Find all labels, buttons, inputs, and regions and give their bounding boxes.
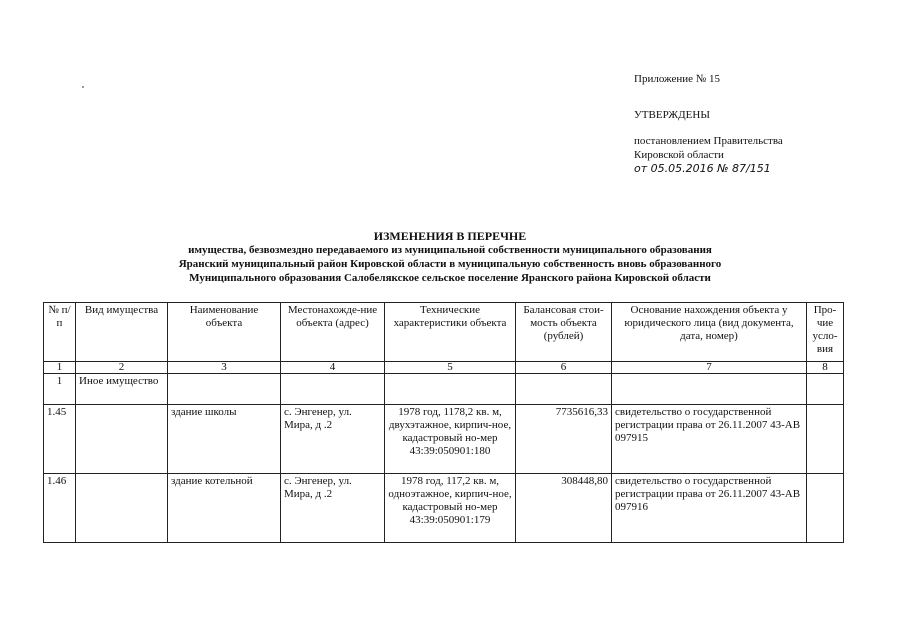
row-name: здание котельной <box>168 474 281 543</box>
approved-label: УТВЕРЖДЕНЫ <box>634 109 710 121</box>
group-row <box>44 374 844 405</box>
group-num: 1 <box>44 374 76 405</box>
heading-line-3: Муниципального образования Салобелякское сельское поселение Яранского района Кировской области <box>189 272 711 284</box>
header-type: Вид имущества <box>76 303 168 362</box>
row-cost: 7735616,33 <box>516 405 612 474</box>
row-basis: свидетельство о государственной регистрации права от 26.11.2007 43-АВ 097915 <box>612 405 807 474</box>
scan-speck <box>82 86 84 88</box>
column-number: 2 <box>76 362 168 374</box>
heading-line-2: Яранский муниципальный район Кировской области в муниципальную собственность вновь образованного <box>178 258 722 270</box>
column-number: 1 <box>44 362 76 374</box>
header-tech: Технические характеристики объекта <box>385 303 516 362</box>
appendix-label: Приложение № 15 <box>634 73 721 85</box>
row-address: с. Энгенер, ул. Мира, д .2 <box>281 405 385 474</box>
header-basis: Основание нахождения объекта у юридического лица (вид документа, дата, номер) <box>612 303 807 362</box>
row-tech: 1978 год, 117,2 кв. м, одноэтажное, кирпич-ное, кадастровый но-мер 43:39:050901:179 <box>385 474 516 543</box>
row-type <box>76 474 168 543</box>
header-address: Местонахожде-ние объекта (адрес) <box>281 303 385 362</box>
row-name: здание школы <box>168 405 281 474</box>
row-basis: свидетельство о государственной регистрации права от 26.11.2007 43-АВ 097916 <box>612 474 807 543</box>
approval-block <box>634 72 894 176</box>
row-tech: 1978 год, 1178,2 кв. м, двухэтажное, кирпич-ное, кадастровый но-мер 43:39:050901:180 <box>385 405 516 474</box>
column-number-row <box>44 362 844 374</box>
decree-line-2: Кировской области <box>634 149 724 161</box>
header-num: № п/п <box>44 303 76 362</box>
row-type <box>76 405 168 474</box>
table-header-row <box>44 303 844 362</box>
column-number: 5 <box>385 362 516 374</box>
row-other <box>807 405 844 474</box>
heading-line-1: имущества, безвозмездно передаваемого из муниципальной собственности муниципального образования <box>188 244 712 256</box>
column-number: 4 <box>281 362 385 374</box>
column-number: 8 <box>807 362 844 374</box>
row-cost: 308448,80 <box>516 474 612 543</box>
header-cost: Балансовая стои-мость объекта (рублей) <box>516 303 612 362</box>
document-heading <box>100 229 800 285</box>
row-other <box>807 474 844 543</box>
table-row <box>44 405 844 474</box>
column-number: 7 <box>612 362 807 374</box>
table-row <box>44 474 844 543</box>
row-address: с. Энгенер, ул. Мира, д .2 <box>281 474 385 543</box>
column-number: 6 <box>516 362 612 374</box>
header-other: Про-чие усло-вия <box>807 303 844 362</box>
group-type: Иное имущество <box>76 374 168 405</box>
decree-line-3: от 05.05.2016 № 87/151 <box>634 162 771 175</box>
row-num: 1.45 <box>44 405 76 474</box>
row-num: 1.46 <box>44 474 76 543</box>
decree-line-1: постановлением Правительства <box>634 135 783 147</box>
property-table <box>43 302 844 543</box>
document-title: ИЗМЕНЕНИЯ В ПЕРЕЧНЕ <box>373 229 527 243</box>
column-number: 3 <box>168 362 281 374</box>
header-name: Наименование объекта <box>168 303 281 362</box>
